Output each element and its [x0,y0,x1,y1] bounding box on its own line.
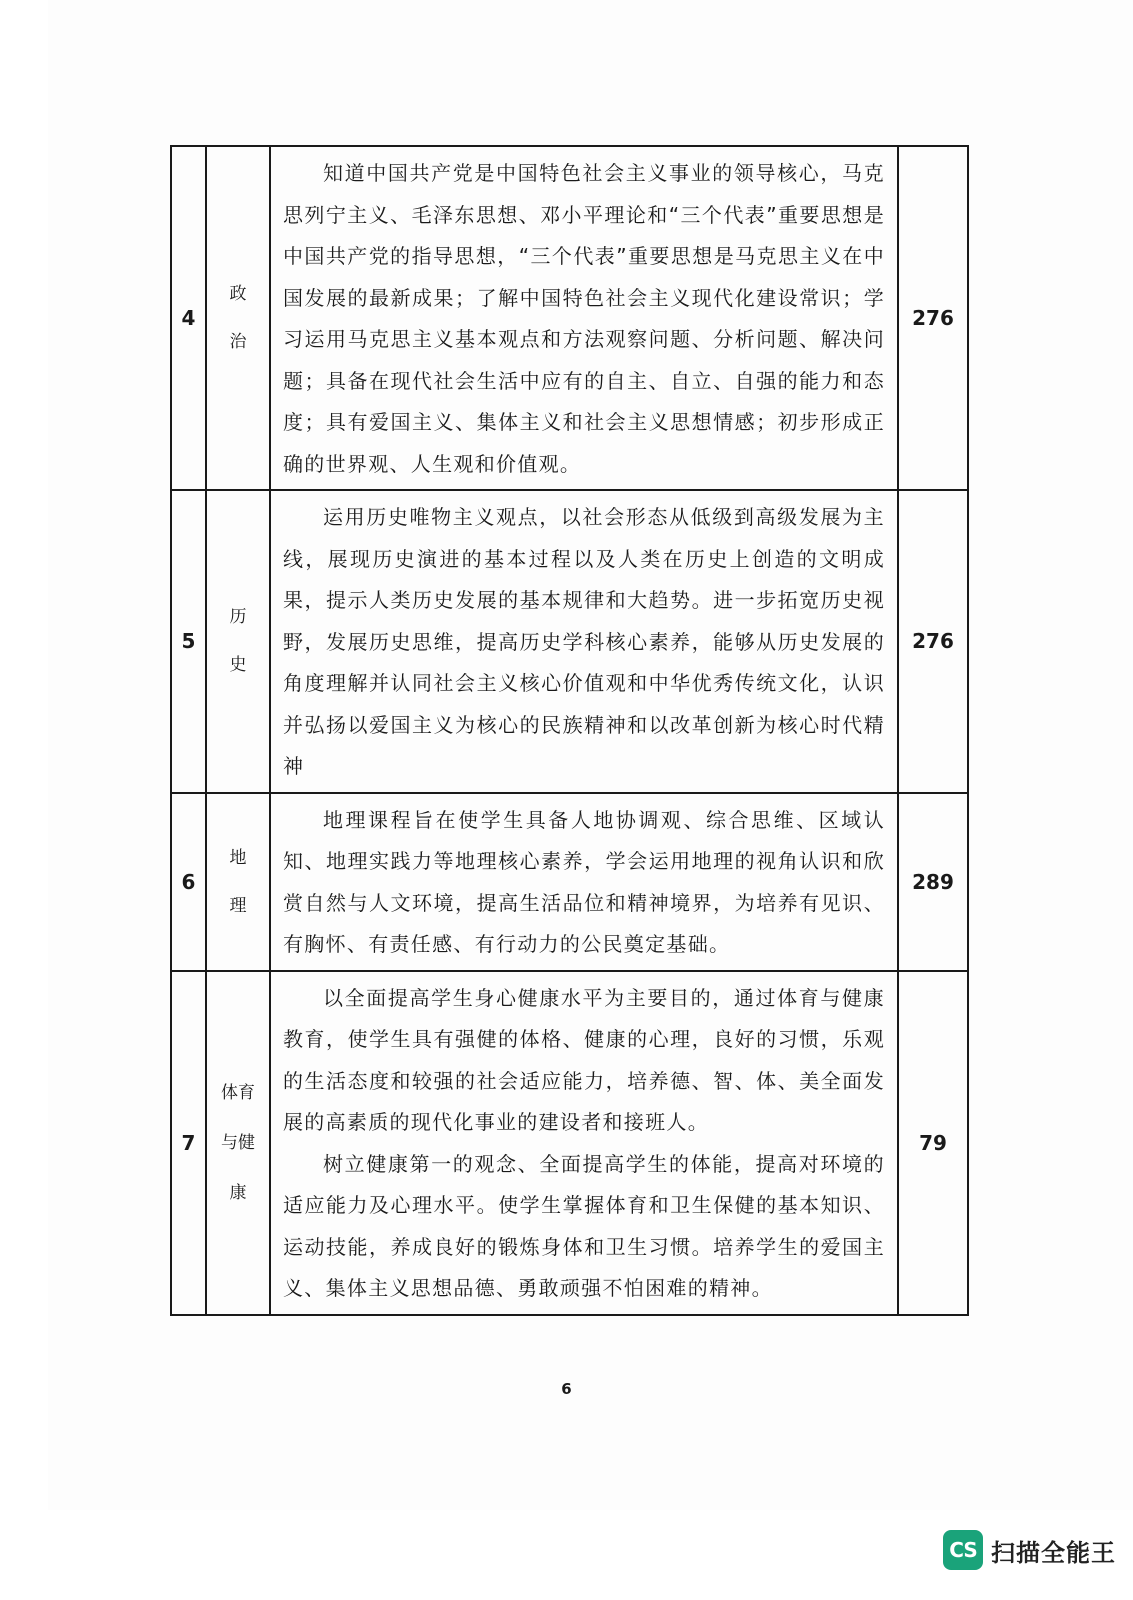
objective-paragraph: 地理课程旨在使学生具备人地协调观、综合思维、区域认知、地理实践力等地理核心素养，学会运用地理的视角认识和欣赏自然与人文环境，提高生活品位和精神境界，为培养有见识、有胸怀、有责任感、有行动力的公民奠定基础。 [283,807,885,956]
course-objective [270,146,898,490]
course-hours: 289 [898,793,968,971]
scanner-watermark [943,1530,1116,1570]
course-name [206,146,270,490]
course-name-part: 体育 [221,1082,255,1103]
course-name-part: 治 [229,332,247,352]
course-name-part: 理 [229,895,247,916]
course-name-part: 历 [229,607,247,628]
objective-paragraph: 运用历史唯物主义观点，以社会形态从低级到高级发展为主线，展现历史演进的基本过程以及人类在历史上创造的文明成果，提示人类历史发展的基本规律和大趋势。进一步拓宽历史视野，发展历史思维，提高历史学科核心素养，能够从历史发展的角度理解并认同社会主义核心价值观和中华优秀传统文化，认识并弘扬以爱国主义为核心的民族精神和以改革创新为核心时代精神 [283,505,885,778]
watermark-text: 扫描全能王 [991,1538,1116,1567]
course-name [206,971,270,1315]
course-hours: 276 [898,490,968,793]
table-row [171,793,968,971]
row-number: 4 [171,146,206,490]
page-number: 6 [561,1380,572,1398]
row-number: 5 [171,490,206,793]
objective-paragraph: 以全面提高学生身心健康水平为主要目的，通过体育与健康教育，使学生具有强健的体格、健康的心理，良好的习惯，乐观的生活态度和较强的社会适应能力，培养德、智、体、美全面发展的高素质的现代化事业的建设者和接班人。 [283,985,885,1134]
row-number: 6 [171,793,206,971]
camscanner-logo-icon: CS [943,1530,983,1570]
course-objective [270,971,898,1315]
course-table [170,145,969,1316]
course-name-part: 政 [229,284,247,304]
course-name-part: 地 [229,847,247,868]
course-name-part: 康 [229,1182,247,1203]
course-objective [270,490,898,793]
row-number: 7 [171,971,206,1315]
course-objective [270,793,898,971]
table-row [171,971,968,1315]
table-row [171,490,968,793]
course-hours: 79 [898,971,968,1315]
course-name-part: 史 [229,655,247,676]
objective-paragraph: 知道中国共产党是中国特色社会主义事业的领导核心，马克思列宁主义、毛泽东思想、邓小平理论和“三个代表”重要思想是中国共产党的指导思想，“三个代表”重要思想是马克思主义在中国发展的最新成果；了解中国特色社会主义现代化建设常识；学习运用马克思主义基本观点和方法观察问题、分析问题、解决问题；具备在现代社会生活中应有的自主、自立、自强的能力和态度；具有爱国主义、集体主义和社会主义思想情感；初步形成正确的世界观、人生观和价值观。 [283,161,885,476]
course-name-part: 与健 [221,1132,255,1153]
course-name [206,793,270,971]
course-hours: 276 [898,146,968,490]
table-row [171,146,968,490]
course-name [206,490,270,793]
objective-paragraph: 树立健康第一的观念、全面提高学生的体能，提高对环境的适应能力及心理水平。使学生掌握体育和卫生保健的基本知识、运动技能，养成良好的锻炼身体和卫生习惯。培养学生的爱国主义、集体主义思想品德、勇敢顽强不怕困难的精神。 [283,1151,885,1300]
